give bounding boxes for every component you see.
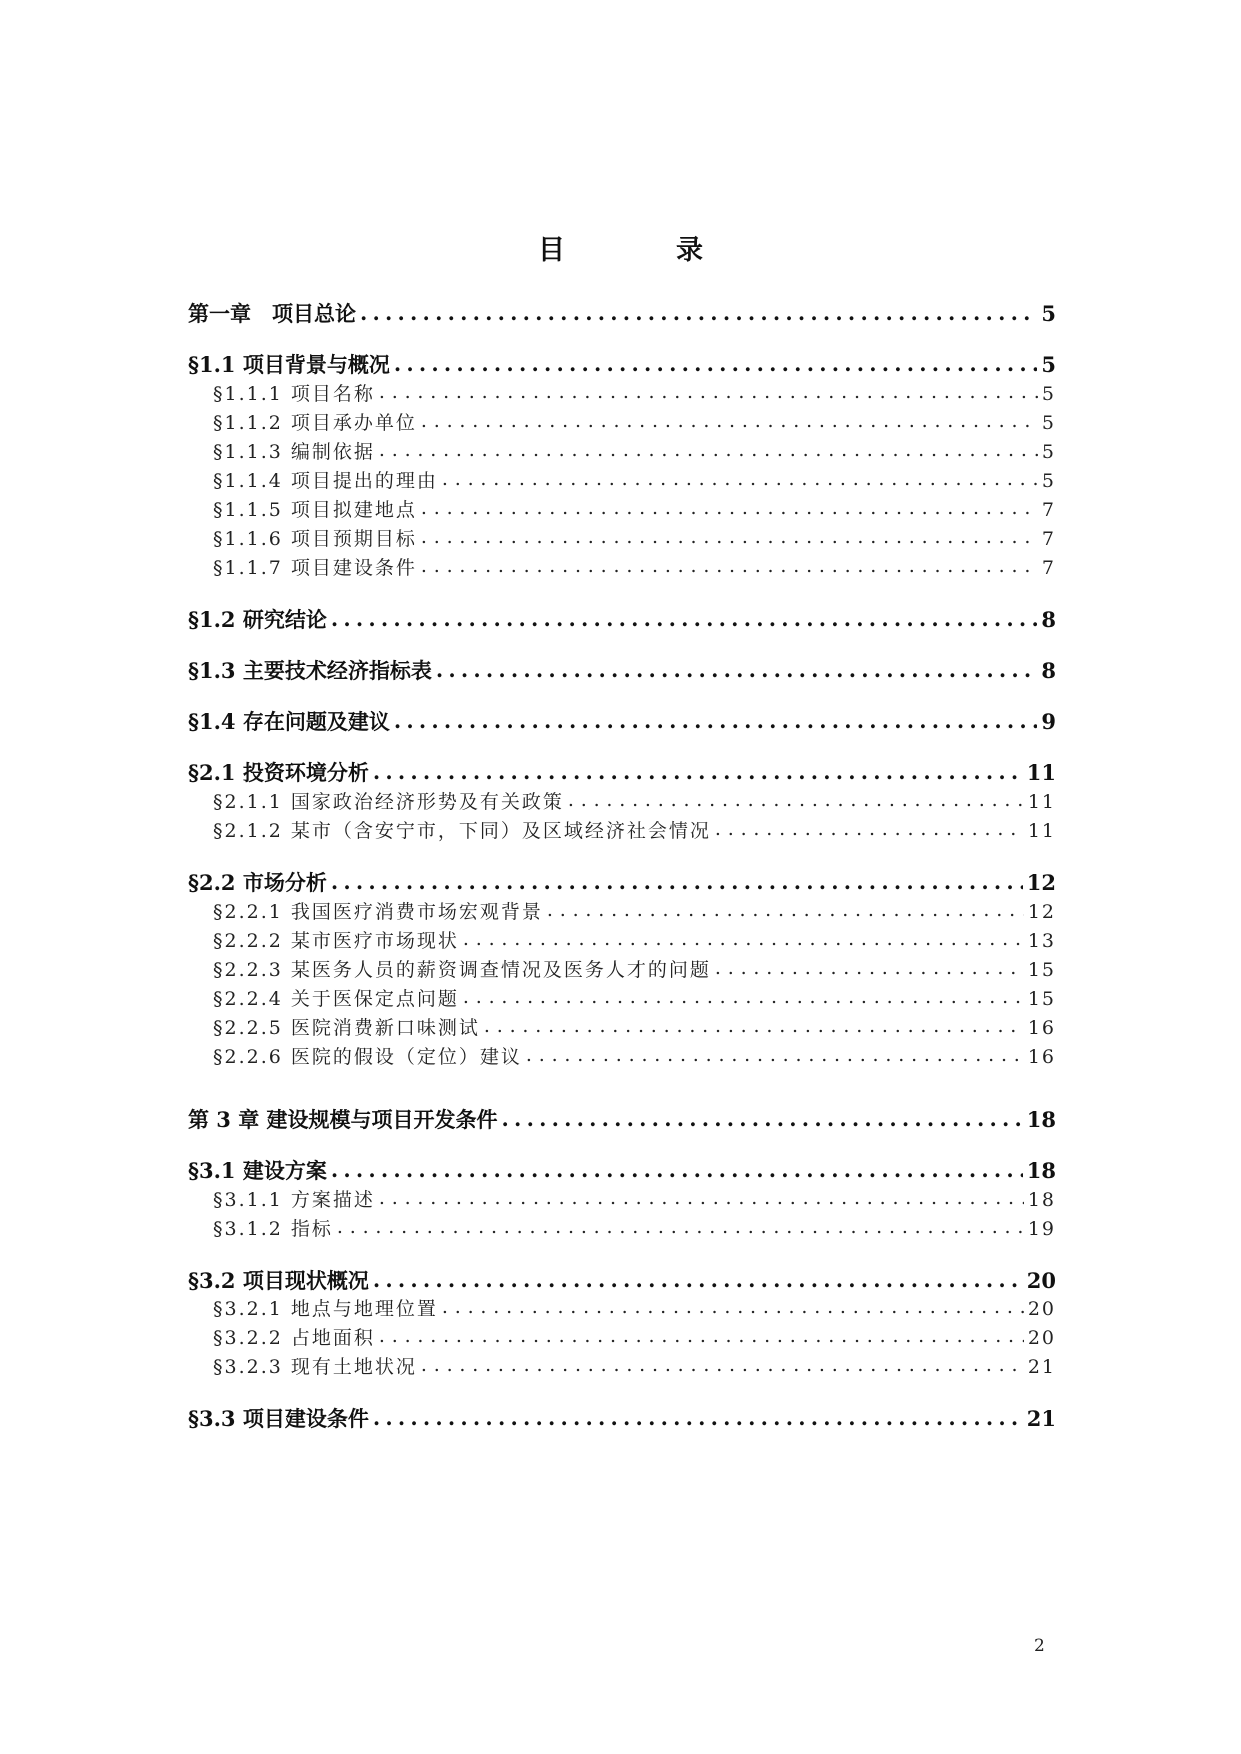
toc-dot-leader <box>421 1354 1024 1373</box>
toc-dot-leader <box>373 1267 1023 1288</box>
toc-dot-leader <box>379 1325 1024 1344</box>
toc-entry[interactable] <box>213 955 1056 982</box>
toc-dot-leader <box>421 497 1038 516</box>
toc-entry[interactable] <box>188 867 1056 897</box>
toc-entry[interactable] <box>213 1013 1056 1040</box>
toc-entry-label: §3.2.3 现有土地状况 <box>213 1356 417 1378</box>
toc-dot-leader <box>379 381 1038 400</box>
toc-entry-page: 15 <box>1027 988 1056 1010</box>
toc-dot-leader <box>568 789 1024 808</box>
toc-entry-label: §3.2 项目现状概况 <box>188 1268 369 1293</box>
toc-entry[interactable] <box>213 1294 1056 1321</box>
toc-entry[interactable] <box>213 1042 1056 1069</box>
toc-entry[interactable] <box>213 926 1056 953</box>
toc-dot-leader <box>442 1296 1024 1315</box>
toc-dot-leader <box>331 606 1038 627</box>
toc-entry-label: §1.1.7 项目建设条件 <box>213 557 417 579</box>
toc-dot-leader <box>547 899 1024 918</box>
toc-dot-leader <box>373 759 1023 780</box>
toc-entry-label: §1.4 存在问题及建议 <box>188 709 390 734</box>
toc-entry-label: §2.2 市场分析 <box>188 870 327 895</box>
toc-entry-label: §2.2.1 我国医疗消费市场宏观背景 <box>213 901 543 923</box>
toc-dot-leader <box>526 1044 1024 1063</box>
toc-entry-label: §1.1.2 项目承办单位 <box>213 412 417 434</box>
toc-entry[interactable] <box>213 466 1056 493</box>
toc-entry-page: 19 <box>1027 1218 1056 1240</box>
toc-entry-label: §3.2.1 地点与地理位置 <box>213 1298 438 1320</box>
toc-entry-page: 18 <box>1026 1158 1056 1183</box>
toc-entry-label: §3.2.2 占地面积 <box>213 1327 375 1349</box>
toc-entry[interactable] <box>213 1352 1056 1379</box>
toc-entry-label: §3.1.2 指标 <box>213 1218 333 1240</box>
toc-entry-page: 7 <box>1041 499 1056 521</box>
toc-entry[interactable] <box>213 553 1056 580</box>
toc-entry-label: §1.1 项目背景与概况 <box>188 352 390 377</box>
toc-dot-leader <box>442 468 1038 487</box>
toc-entry-page: 5 <box>1041 383 1056 405</box>
toc-entry-label: 第 3 章 建设规模与项目开发条件 <box>188 1107 498 1132</box>
toc-entry-page: 5 <box>1041 352 1056 377</box>
toc-entry-label: §3.3 项目建设条件 <box>188 1406 369 1431</box>
toc-entry-page: 11 <box>1027 791 1056 813</box>
toc-entry-label: §1.1.6 项目预期目标 <box>213 528 417 550</box>
toc-dot-leader <box>337 1216 1024 1235</box>
toc-dot-leader <box>379 1187 1024 1206</box>
toc-entry[interactable] <box>188 298 1056 328</box>
toc-entry-page: 18 <box>1027 1189 1056 1211</box>
toc-entry-page: 15 <box>1027 959 1056 981</box>
toc-entry-page: 20 <box>1026 1268 1056 1293</box>
toc-entry-page: 5 <box>1041 470 1056 492</box>
toc-entry-label: §1.3 主要技术经济指标表 <box>188 658 432 683</box>
toc-entry-page: 5 <box>1041 441 1056 463</box>
toc-entry-page: 7 <box>1041 528 1056 550</box>
toc-dot-leader <box>331 869 1023 890</box>
toc-dot-leader <box>394 708 1038 729</box>
toc-entry-page: 8 <box>1041 607 1056 632</box>
toc-entry-page: 20 <box>1027 1298 1056 1320</box>
toc-dot-leader <box>436 657 1038 678</box>
toc-entry-label: §1.1.3 编制依据 <box>213 441 375 463</box>
toc-entry-page: 5 <box>1041 412 1056 434</box>
toc-entry-page: 9 <box>1041 709 1056 734</box>
toc-entry-label: §3.1 建设方案 <box>188 1158 327 1183</box>
toc-entry[interactable] <box>188 1403 1056 1433</box>
toc-entry-label: §1.2 研究结论 <box>188 607 327 632</box>
toc-entry-label: §2.1.1 国家政治经济形势及有关政策 <box>213 791 564 813</box>
toc-entry-page: 11 <box>1026 760 1056 785</box>
toc-entry-label: §2.1 投资环境分析 <box>188 760 369 785</box>
toc-entry-page: 21 <box>1027 1356 1056 1378</box>
toc-entry[interactable] <box>213 1185 1056 1212</box>
toc-dot-leader <box>421 555 1038 574</box>
toc-dot-leader <box>373 1405 1023 1426</box>
toc-dot-leader <box>421 410 1038 429</box>
toc-entry[interactable] <box>213 408 1056 435</box>
toc-entry[interactable] <box>188 706 1056 736</box>
toc-entry-label: §2.2.6 医院的假设（定位）建议 <box>213 1046 522 1068</box>
toc-entry[interactable] <box>188 757 1056 787</box>
toc-dot-leader <box>715 818 1024 837</box>
toc-entry[interactable] <box>188 604 1056 634</box>
toc-dot-leader <box>484 1015 1024 1034</box>
toc-entry-page: 12 <box>1027 901 1056 923</box>
toc-dot-leader <box>463 986 1024 1005</box>
toc-entry-page: 16 <box>1027 1017 1056 1039</box>
toc-entry[interactable] <box>213 1214 1056 1241</box>
toc-entry[interactable] <box>213 495 1056 522</box>
toc-dot-leader <box>331 1157 1023 1178</box>
toc-entry[interactable] <box>213 1323 1056 1350</box>
toc-entry-label: §1.1.4 项目提出的理由 <box>213 470 438 492</box>
toc-entry[interactable] <box>213 897 1056 924</box>
toc-entry-label: §2.2.4 关于医保定点问题 <box>213 988 459 1010</box>
toc-entry-page: 20 <box>1027 1327 1056 1349</box>
toc-dot-leader <box>360 300 1037 321</box>
toc-dot-leader <box>463 928 1024 947</box>
toc-entry-label: §2.2.2 某市医疗市场现状 <box>213 930 459 952</box>
toc-entry-label: §1.1.5 项目拟建地点 <box>213 499 417 521</box>
toc-entry-label: §2.1.2 某市（含安宁市，下同）及区域经济社会情况 <box>213 820 711 842</box>
toc-entry-label: §3.1.1 方案描述 <box>213 1189 375 1211</box>
toc-entry-label: 第一章 项目总论 <box>188 301 356 326</box>
page-number: 2 <box>1034 1636 1045 1656</box>
toc-entry[interactable] <box>213 984 1056 1011</box>
toc-entry[interactable] <box>213 437 1056 464</box>
toc-entry-page: 5 <box>1041 301 1056 326</box>
toc-dot-leader <box>421 526 1038 545</box>
toc-entry-page: 21 <box>1026 1406 1056 1431</box>
toc-entry-label: §1.1.1 项目名称 <box>213 383 375 405</box>
toc-entry[interactable] <box>213 816 1056 843</box>
toc-entry-page: 12 <box>1026 870 1056 895</box>
toc-entry[interactable] <box>188 1265 1056 1295</box>
toc-entry-page: 18 <box>1026 1107 1056 1132</box>
toc-entry-page: 13 <box>1027 930 1056 952</box>
toc-entry-label: §2.2.3 某医务人员的薪资调查情况及医务人才的问题 <box>213 959 711 981</box>
toc-entry[interactable] <box>213 524 1056 551</box>
toc-entry[interactable] <box>188 1155 1056 1185</box>
toc-entry[interactable] <box>188 1104 1056 1134</box>
toc-entry[interactable] <box>213 787 1056 814</box>
toc-entry-page: 8 <box>1041 658 1056 683</box>
toc-entry[interactable] <box>188 655 1056 685</box>
toc-dot-leader <box>394 351 1038 372</box>
toc-title: 目 录 <box>538 235 745 266</box>
toc-entry-page: 16 <box>1027 1046 1056 1068</box>
toc-dot-leader <box>502 1106 1023 1127</box>
toc-dot-leader <box>379 439 1038 458</box>
toc-entry-page: 11 <box>1027 820 1056 842</box>
toc-entry[interactable] <box>188 349 1056 379</box>
toc-entry-page: 7 <box>1041 557 1056 579</box>
toc-entry-label: §2.2.5 医院消费新口味测试 <box>213 1017 480 1039</box>
toc-entry[interactable] <box>213 379 1056 406</box>
toc-dot-leader <box>715 957 1024 976</box>
